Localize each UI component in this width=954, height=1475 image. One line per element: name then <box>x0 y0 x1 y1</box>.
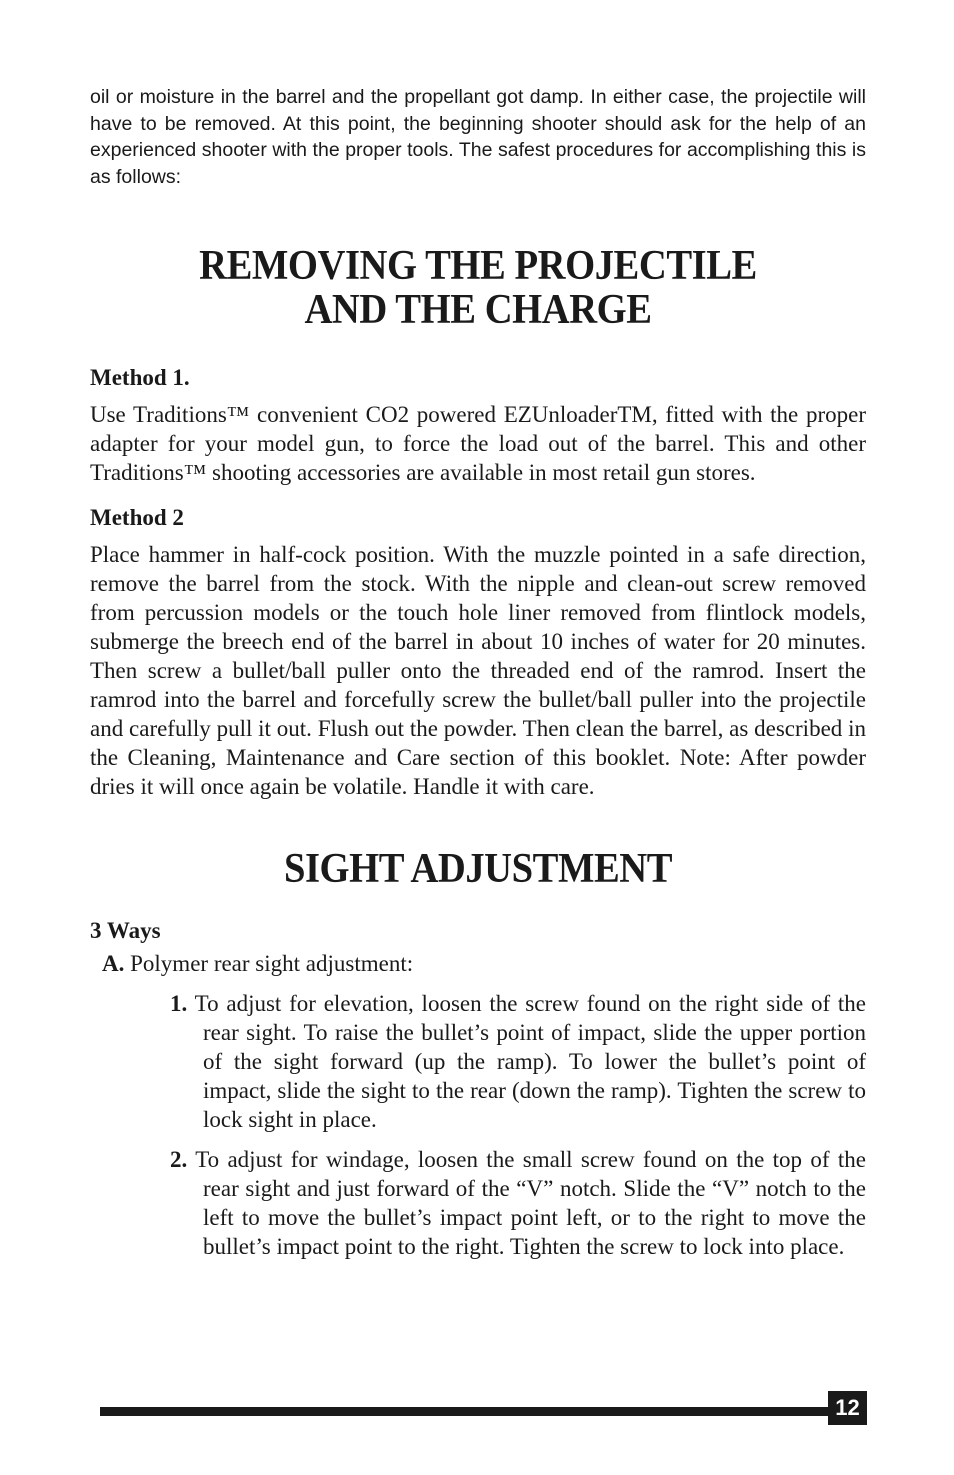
method-1-text: Use Traditions™ convenient CO2 powered EZUnloaderTM, fitted with the proper adapter for your model gun, to force the load out of the barrel. This and other Traditions™ shooting accessories are available in most retail gun stores. <box>90 402 866 485</box>
list-item-text: To adjust for windage, loosen the small screw found on the top of the rear sight and just forward of the “V” notch. Slide the “V” notch to the left to move the bullet’s impact point left, or to the right to move the bullet’s impact point to the right. Tighten the screw to lock into place. <box>195 1147 867 1259</box>
method-2-text: Place hammer in half-cock position. With the muzzle pointed in a safe direction, remove the barrel from the stock. With the nipple and clean-out screw removed from percussion models or the touch hole liner removed from flintlock models, submerge the breech end of the barrel in about 10 inches of water for 20 minutes. Then screw a bullet/ball puller onto the threaded end of the ramrod. Insert the ramrod into the barrel and forcefully screw the bullet/ball puller into the projectile and carefully pull it out. Flush out the powder. Then clean the barrel, as described in the Cleaning, Maintenance and Care section of this booklet. Note: After powder dries it will once again be volatile. Handle it with care. <box>90 542 866 799</box>
heading-line-2: AND THE CHARGE <box>304 287 652 333</box>
sub-item-a-label: A. <box>102 951 125 976</box>
heading-line-1: REMOVING THE PROJECTILE <box>199 243 757 289</box>
footer-rule <box>100 1407 828 1416</box>
sub-item-a <box>102 949 866 978</box>
method-2-heading: Method 2 <box>90 505 184 530</box>
list-item <box>170 989 866 1134</box>
list-item <box>170 1145 866 1261</box>
three-ways-heading: 3 Ways <box>90 918 161 943</box>
intro-paragraph: oil or moisture in the barrel and the propellant got damp. In either case, the projectile will have to be removed. At this point, the beginning shooter should ask for the help of an experienced shooter with the proper tools. The safest procedures for accomplishing this is as follows: <box>90 86 866 188</box>
removing-projectile-heading <box>121 244 835 332</box>
method-1-heading: Method 1. <box>90 365 190 390</box>
sub-item-a-text: Polymer rear sight adjustment: <box>130 951 414 976</box>
list-item-text: To adjust for elevation, loosen the screw found on the right side of the rear sight. To raise the bullet’s point of impact, slide the upper portion of the sight forward (up the ramp). To lower the bullet’s point of impact, slide the sight to the rear (down the ramp). Tighten the screw to lock sight in place. <box>194 991 866 1132</box>
page-number-badge: 12 <box>828 1391 867 1425</box>
list-item-number: 1. <box>170 991 188 1016</box>
page-content <box>90 84 866 1261</box>
list-item-number: 2. <box>170 1147 188 1172</box>
sight-adjustment-heading: SIGHT ADJUSTMENT <box>283 846 673 892</box>
